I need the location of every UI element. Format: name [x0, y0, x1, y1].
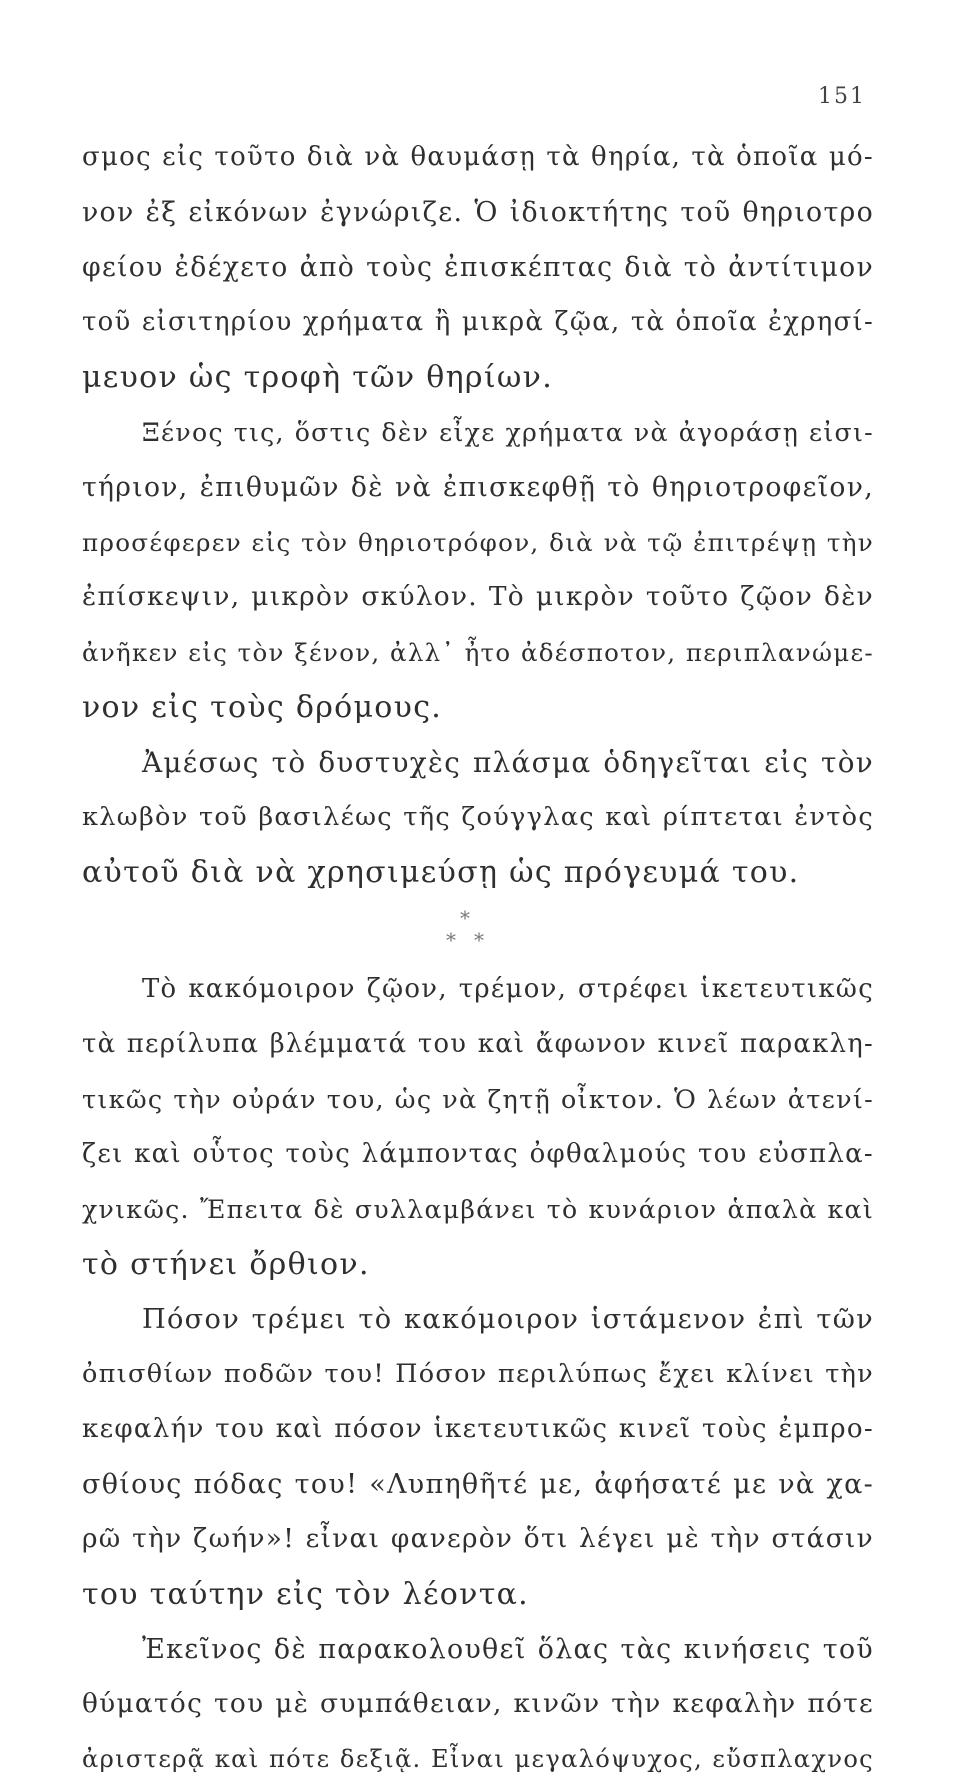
text-line: Τὸ κακόμοιρον ζῷον, τρέμον, στρέφει ἱκετευτικῶς [142, 974, 874, 1004]
separator-star: * [446, 928, 456, 952]
text-line: κλωβὸν τοῦ βασιλέως τῆς ζούγγλας καὶ ρίπτεται ἐντὸς [82, 802, 874, 832]
text-line: ἀριστερᾷ καὶ πότε δεξιᾷ. Εἶναι μεγαλόψυχος, εὔσπλαχνος [82, 1745, 874, 1773]
text-line: μευον ὡς τροφὴ τῶν θηρίων. [82, 360, 554, 395]
text-line: σμος εἰς τοῦτο διὰ νὰ θαυμάσῃ τὰ θηρία, τὰ ὁποῖα μό- [82, 142, 874, 172]
text-line: προσέφερεν εἰς τὸν θηριοτρόφον, διὰ νὰ τῷ ἐπιτρέψῃ τὴν [82, 528, 874, 557]
text-line: τὸ στήνει ὄρθιον. [82, 1247, 370, 1282]
text-line: θύματός του μὲ συμπάθειαν, κινῶν τὴν κεφαλὴν πότε [82, 1689, 874, 1719]
text-line: ζει καὶ οὗτος τοὺς λάμποντας ὀφθαλμούς του εὐσπλα- [82, 1139, 874, 1169]
text-line: τικῶς τὴν οὐράν του, ὡς νὰ ζητῇ οἶκτον. Ὁ λέων ἀτενί- [82, 1084, 874, 1114]
body-text [82, 130, 874, 1787]
text-line: τὰ περίλυπα βλέμματά του καὶ ἄφωνον κινεῖ παρακλη- [82, 1029, 874, 1059]
text-line: Ἀμέσως τὸ δυστυχὲς πλάσμα ὁδηγεῖται εἰς τὸν [142, 746, 874, 779]
text-line: φείου ἐδέχετο ἀπὸ τοὺς ἐπισκέπτας διὰ τὸ ἀντίτιμον [82, 252, 874, 283]
section-separator [82, 900, 874, 962]
text-line: τήριον, ἐπιθυμῶν δὲ νὰ ἐπισκεφθῇ τὸ θηριοτροφεῖον, [82, 472, 874, 503]
text-line: χνικῶς. Ἔπειτα δὲ συλλαμβάνει τὸ κυνάριον ἁπαλὰ καὶ [82, 1195, 874, 1224]
page-number: 151 [818, 84, 866, 109]
separator-star: * [474, 928, 484, 952]
text-line: τοῦ εἰσιτηρίου χρήματα ἢ μικρὰ ζῷα, τὰ ὁποῖα ἐχρησί- [82, 307, 874, 337]
text-line: ρῶ τὴν ζωήν»! εἶναι φανερὸν ὅτι λέγει μὲ τὴν στάσιν [82, 1524, 874, 1554]
text-line: σθίους πόδας του! «Λυπηθῆτέ με, ἀφήσατέ με νὰ χα- [82, 1469, 874, 1500]
text-line: ὀπισθίων ποδῶν του! Πόσον περιλύπως ἔχει κλίνει τὴν [82, 1359, 874, 1389]
text-line: αὐτοῦ διὰ νὰ χρησιμεύσῃ ὡς πρόγευμά του. [82, 855, 800, 890]
text-line: νον ἐξ εἰκόνων ἐγνώριζε. Ὁ ἰδιοκτήτης τοῦ θηριοτρο [82, 197, 874, 228]
text-line: νον εἰς τοὺς δρόμους. [82, 690, 443, 725]
text-line: Ξένος τις, ὅστις δὲν εἶχε χρήματα νὰ ἀγοράσῃ εἰσι- [142, 418, 874, 447]
text-line: Πόσον τρέμει τὸ κακόμοιρον ἱστάμενον ἐπὶ τῶν [142, 1304, 874, 1335]
text-line: κεφαλήν του καὶ πόσον ἱκετευτικῶς κινεῖ τοὺς ἐμπρο- [82, 1414, 874, 1444]
separator-star: * [460, 906, 470, 930]
text-line: Ἐκεῖνος δὲ παρακολουθεῖ ὅλας τὰς κινήσεις τοῦ [142, 1634, 874, 1665]
text-line: του ταύτην εἰς τὸν λέοντα. [82, 1577, 529, 1612]
text-line: ἀνῆκεν εἰς τὸν ξένον, ἀλλ᾽ ἦτο ἀδέσποτον, περιπλανώμε- [82, 638, 874, 667]
text-line: ἐπίσκεψιν, μικρὸν σκύλον. Τὸ μικρὸν τοῦτο ζῷον δὲν [82, 582, 874, 612]
